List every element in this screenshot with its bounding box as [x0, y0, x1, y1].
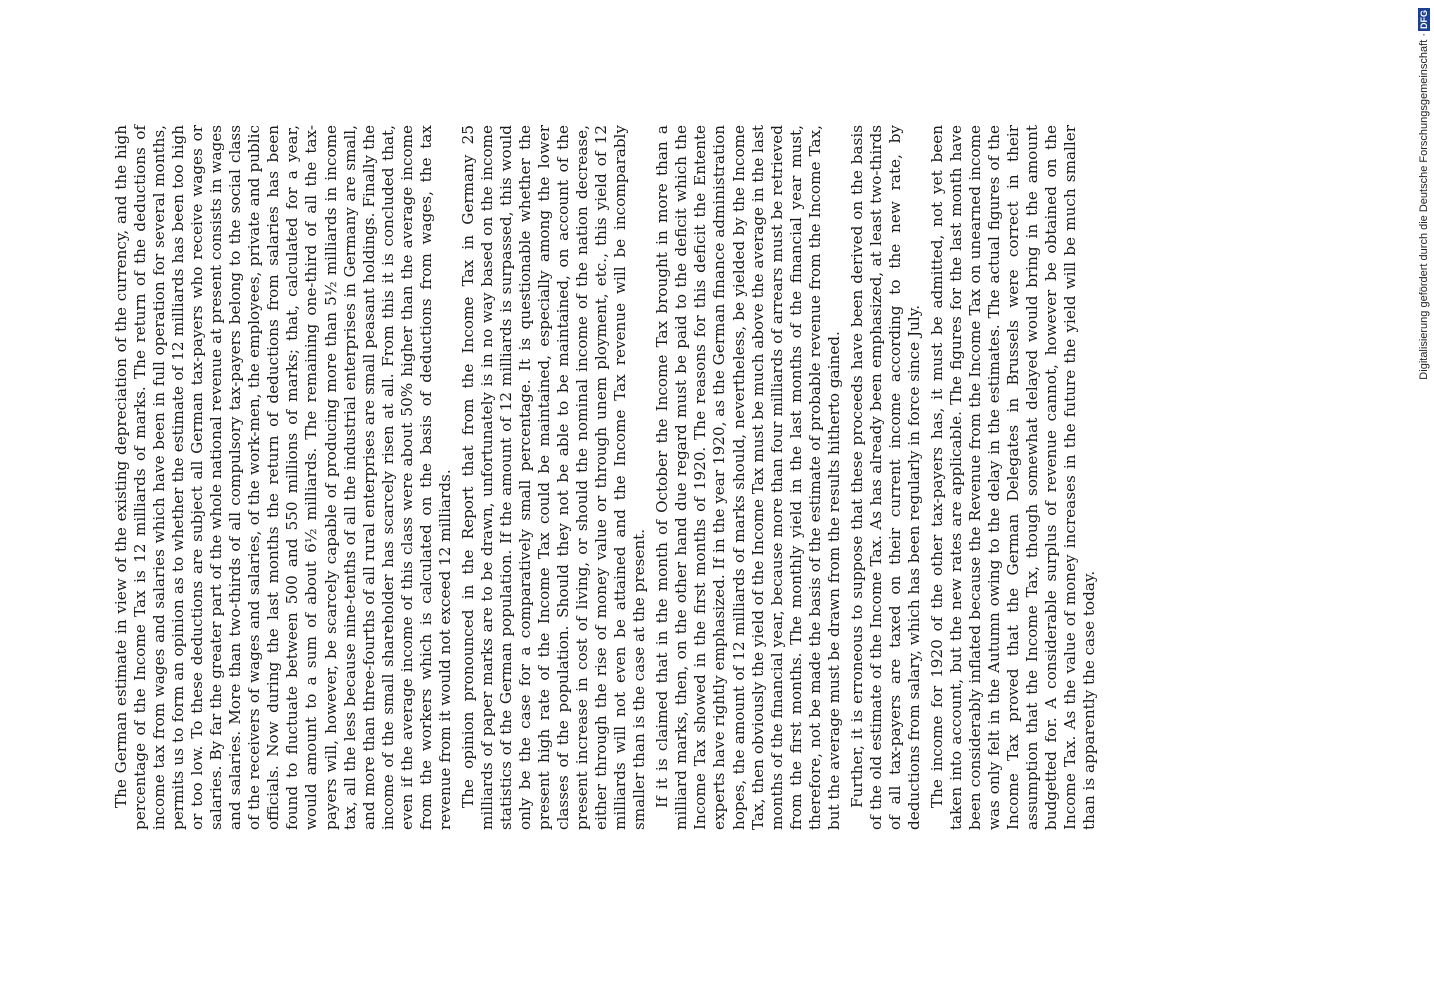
credit-text: Digitalisierung gefördert durch die Deutsche Forschungsgemeinschaft ·: [1418, 33, 1430, 380]
paragraph: The opinion pronounced in the Report that from the Income Tax in Germany 25 milliards of paper marks are to be drawn, unfortunately is in no way based on the income statistics of the German population. If the amount of 12 milliards is surpassed, this would only be the case for a comparatively small percentage. It is questionable whether the present high rate of the Income Tax could be maintained, especially among the lower classes of the population. Should they not be able to be maintained, on account of the present increase in cost of living, or should the nominal income of the nation decrease, either through the rise of money value or through unem ployment, etc., this yield of 12 milliards will not even be attained and the Income Tax revenue will be incomparably smaller than is the case at the present.: [458, 125, 649, 830]
digitization-credit: [1416, 8, 1434, 388]
paragraph: If it is claimed that in the month of October the Income Tax brought in more than a milliard marks, then, on the other hand due regard must be paid to the deficit which the Income Tax showed in the first months of 1920. The reasons for this deficit the Entente experts have rightly emphasized. If in the year 1920, as the German finance administration hopes, the amount of 12 milliards of marks should, nevertheless, be yielded by the Income Tax, then obviously the yield of the Income Tax must be much above the average in the last months of the financial year, because more than four milliards of arrears must be retrieved from the first months. The monthly yield in the last months of the financial year must, therefore, not be made the basis of the estimate of probable revenue from the Income Tax, but the average must be drawn from the results hitherto gained.: [653, 125, 843, 830]
dfg-logo: DFG: [1419, 10, 1429, 29]
paragraph: Further, it is erroneous to suppose that these proceeds have been derived on the basis of the old estimate of the Income Tax. As has already been emphasized, at least two-thirds of all tax-payers are taxed on their current income according to the new rate, by deductions from salary, which has been regularly in force since July.: [847, 125, 923, 830]
credit-line: [1416, 8, 1432, 388]
rotated-text-block: [112, 125, 1099, 830]
paragraph: The income for 1920 of the other tax-payers has, it must be admitted, not yet been taken into account, but the new rates are applicable. The figures for the last month have been considerably inflated because the Revenue from the Income Tax on unearned income was only felt in the Autumn owing to the delay in the estimates. The actual figures of the Income Tax proved that the German Delegates in Brussels were correct in their assumption that the Income Tax, though somewhat delayed would bring in the amount budgetted for. A considerable surplus of revenue cannot, however be obtained on the Income Tax. As the value of money increases in the future the yield will be much smaller than is apparently the case today.: [927, 125, 1099, 830]
paragraph: The German estimate in view of the existing depreciation of the currency, and the high percentage of the Income Tax is 12 milliards of marks. The return of the deductions of income tax from wages and salaries which have been in full operation for several months, permits us to form an opinion as to whether the estimate of 12 milliards has been too high or too low. To these deductions are subject all German tax-payers who receive wages or salaries. By far the greater part of the whole national revenue at present consists in wages and salaries. More than two-thirds of all compulsory tax-payers belong to the social class of the receivers of wages and salaries, of the work-men, the employees, private and public officials. Now during the last months the return of deductions from salaries has been found to fluctuate between 500 and 550 millions of marks; that, calculated for a year, would amount to a sum of about 6½ milliards. The remaining one-third of all the tax-payers will, however, be scarcely capable of producing more than 5½ milliards in income tax, all the less because nine-tenths of all the industrial enterprises in Germany are small, and more than three-fourths of all rural enterprises are small peasant holdings. Finally the income of the small shareholder has scarcely risen at all. From this it is concluded that, even if the average income of this class were about 50% higher than the average income from the workers which is calculated on the basis of deductions from wages, the tax revenue from it would not exceed 12 milliards.: [112, 125, 454, 830]
